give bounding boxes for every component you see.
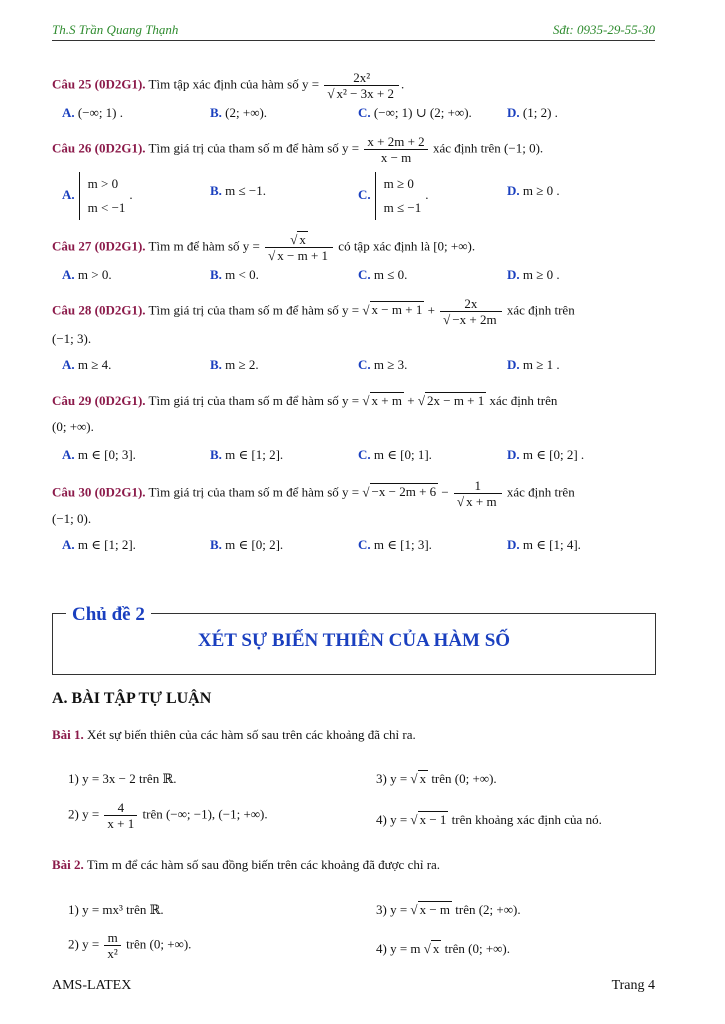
options-27: A. m > 0. B. m < 0. C. m ≤ 0. D. m ≥ 0 . — [62, 267, 560, 282]
exercise-1-item-2: 2) y = $\frac{4}{x + 1}$ trên (−∞; −1), (−1; +∞). — [68, 800, 268, 831]
options-26: A.m > 0 m < −1. B. m ≤ −1. C.m ≥ 0 m ≤ −1. D. m ≥ 0 . — [62, 172, 655, 220]
topic-label: Chủ đề 2 — [66, 604, 151, 626]
exercise-1-item-1: 1) y = 3x − 2 trên ℝ. — [68, 771, 177, 786]
fraction: $\frac{m}{\text{x²}}$ — [104, 930, 120, 961]
options-28: A. m ≥ 4. B. m ≥ 2. C. m ≥ 3. D. m ≥ 1 . — [62, 357, 560, 372]
header-author: Th.S Trần Quang Thạnh — [52, 22, 179, 37]
header-divider — [52, 40, 655, 41]
fraction: $\frac{√ x}{√ x - m + 1}$ — [265, 232, 333, 263]
fraction: $\frac{1}{√ x + m}$ — [454, 478, 502, 509]
fraction: $\frac{x + 2m + 2}{x - m}$ — [364, 134, 427, 165]
question-29: Câu 29 (0D2G1). Tìm giá trị của tham số m để hàm số y = √ x + m + √ 2x − m + 1 xác định trên — [52, 393, 558, 408]
system-bracket: m ≥ 0 m ≤ −1 — [375, 172, 422, 220]
question-25: Câu 25 (0D2G1). Tìm tập xác định của hàm số y = $\frac{\text{2x²}}{\text{√ x² − 3x + 2}}$ . — [52, 70, 405, 101]
exercise-2-item-3: 3) y = √ x − m trên (2; +∞). — [376, 902, 521, 917]
exercise-1-item-3: 3) y = √ x trên (0; +∞). — [376, 771, 497, 786]
fraction: $\frac{4}{x + 1}$ — [104, 800, 137, 831]
exercise-2: Bài 2. Tìm m để các hàm số sau đồng biến trên các khoảng đã được chỉ ra. — [52, 857, 441, 872]
options-30: A. m ∈ [1; 2]. B. m ∈ [0; 2]. C. m ∈ [1; 3]. D. m ∈ [1; 4]. — [62, 537, 581, 552]
section-heading: A. BÀI TẬP TỰ LUẬN — [52, 690, 212, 707]
question-26: Câu 26 (0D2G1). Tìm giá trị của tham số m để hàm số y = $\frac{x + 2m + 2}{x - m}$ xác định trên (−1; 0). — [52, 134, 544, 165]
fraction: $\frac{2x}{√ -x + 2m}$ — [440, 296, 501, 327]
exercise-1-item-4: 4) y = √ x − 1 trên khoảng xác định của nó. — [376, 812, 602, 827]
exercise-2-item-4: 4) y = m √ x trên (0; +∞). — [376, 941, 511, 956]
header-phone: Sđt: 0935-29-55-30 — [552, 22, 655, 37]
options-25: A. (−∞; 1) . B. (2; +∞). C. (−∞; 1) ∪ (2; +∞). D. (1; 2) . — [62, 105, 558, 120]
exercise-1: Bài 1. Xét sự biến thiên của các hàm số sau trên các khoảng đã chỉ ra. — [52, 727, 416, 742]
topic-title: XÉT SỰ BIẾN THIÊN CỦA HÀM SỐ — [197, 630, 511, 651]
footer-logo: AMS-LATEX — [52, 978, 132, 993]
page-number: Trang 4 — [611, 978, 655, 993]
question-30: Câu 30 (0D2G1). Tìm giá trị của tham số m để hàm số y = √ −x − 2m + 6 − $\frac{1}{√ x + m}$ xác định trên — [52, 478, 575, 509]
system-bracket: m > 0 m < −1 — [79, 172, 126, 220]
question-27: Câu 27 (0D2G1). Tìm m để hàm số y = $\frac{√ x}{√ x - m + 1}$ có tập xác định là [0; +∞). — [52, 232, 476, 263]
page-header — [52, 22, 655, 40]
options-29: A. m ∈ [0; 3]. B. m ∈ [1; 2]. C. m ∈ [0; 1]. D. m ∈ [0; 2] . — [62, 447, 585, 462]
fraction: $\frac{\text{2x²}}{\text{√ x² − 3x + 2}}$ — [324, 70, 399, 101]
exercise-2-item-1: 1) y = mx³ trên ℝ. — [68, 902, 164, 917]
question-28: Câu 28 (0D2G1). Tìm giá trị của tham số m để hàm số y = √ x − m + 1 + $\frac{2x}{√ -x + 2m}$ xác định trên — [52, 296, 575, 327]
exercise-2-item-2: 2) y = $\frac{m}{\text{x²}}$ trên (0; +∞). — [68, 930, 192, 961]
